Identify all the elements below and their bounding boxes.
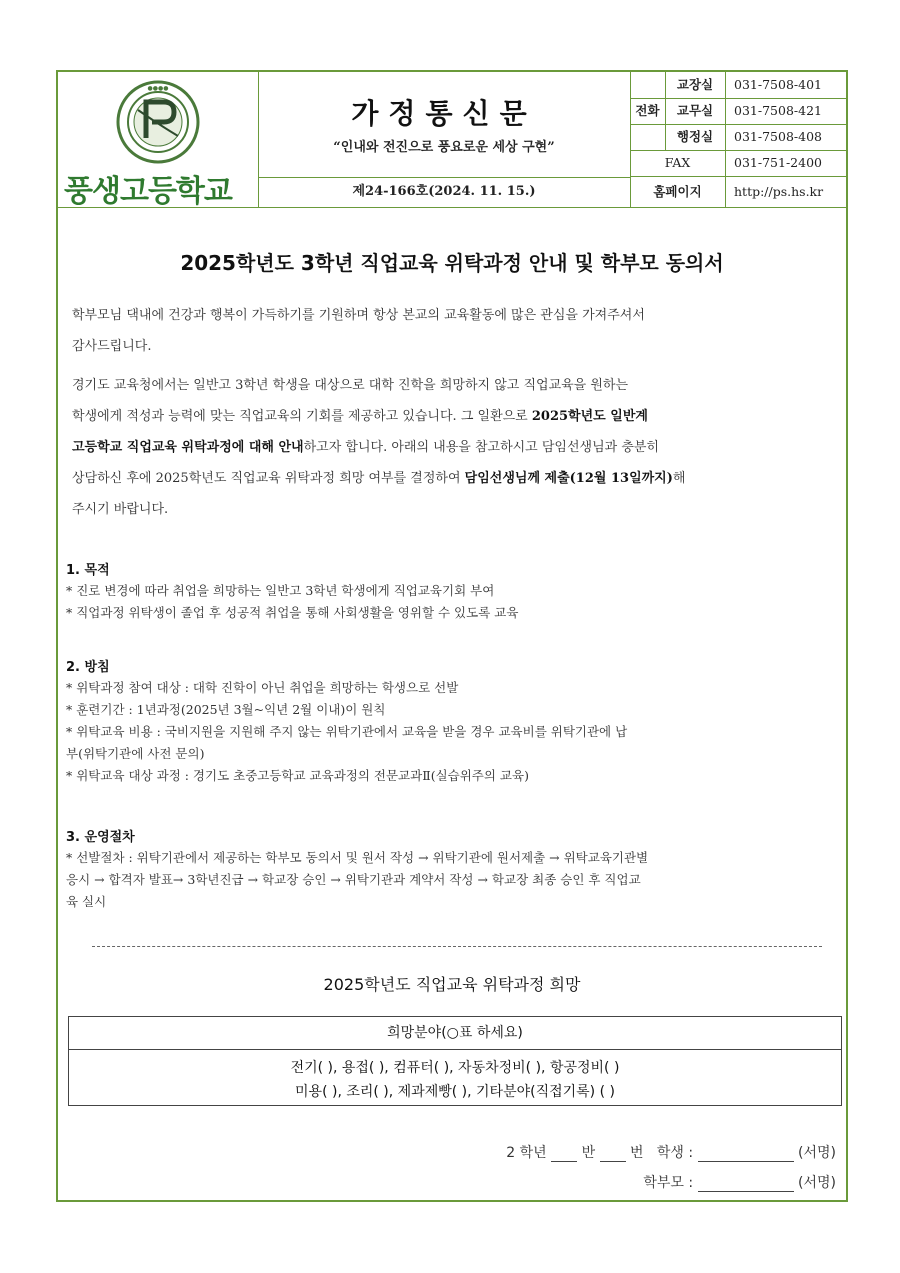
text-line: 학생에게 적성과 능력에 맞는 직업교육의 기회를 제공하고 있습니다. 그 일환으로 (72, 409, 532, 424)
list-item: * 위탁교육 비용 : 국비지원을 지원해 주지 않는 위탁기관에서 교육을 받을 경우 교육비를 위탁기관에 납 (66, 724, 628, 739)
school-name: 풍생고등학교 (64, 174, 232, 209)
section-heading-policy: 2. 방침 (66, 660, 110, 675)
contact-value: 031-7508-401 (725, 72, 846, 98)
intro-paragraph-1 (72, 300, 842, 362)
form-header: 희망분야(○표 하세요) (69, 1017, 841, 1050)
page-title: 2025학년도 3학년 직업교육 위탁과정 안내 및 학부모 동의서 (180, 251, 724, 275)
student-signature-line (506, 1142, 836, 1162)
signature-mark: (서명) (798, 1145, 836, 1161)
fax-row (630, 150, 846, 177)
text-line: 하고자 합니다. 아래의 내용을 참고하시고 담임선생님과 충분히 (303, 440, 660, 455)
contact-value: 031-7508-408 (725, 124, 846, 150)
issue-number: 제24-166호(2024. 11. 15.) (258, 177, 631, 207)
list-item: * 선발절차 : 위탁기관에서 제공하는 학부모 동의서 및 원서 작성 → 위탁기관에 원서제출 → 위탁교육기관별 (66, 850, 649, 865)
homepage-link[interactable]: http://ps.hs.kr (725, 176, 846, 207)
contact-table (630, 72, 846, 207)
contact-label: 행정실 (676, 129, 714, 144)
list-item: * 위탁교육 대상 과정 : 경기도 초중고등학교 교육과정의 전문교과Ⅱ(실습위주의 교육) (66, 768, 529, 783)
list-item: 부(위탁기관에 사전 문의) (66, 746, 205, 761)
homepage-row (630, 176, 846, 207)
logo-cell (58, 72, 259, 207)
preference-form (68, 1016, 842, 1106)
class-label: 반 (581, 1145, 596, 1161)
intro-paragraph-2 (72, 370, 842, 525)
form-options-line-1[interactable]: 전기( ), 용접( ), 컴퓨터( ), 자동차정비( ), 항공정비( ) (290, 1060, 620, 1076)
list-item: 육 실시 (66, 894, 107, 909)
title-cell (258, 72, 631, 178)
emphasis-text: 2025학년도 일반계 (531, 409, 648, 424)
svg-text:●●●●: ●●●● (147, 85, 169, 92)
list-item: * 훈련기간 : 1년과정(2025년 3월~익년 2월 이내)이 원칙 (66, 702, 386, 717)
contact-label: 교무실 (676, 103, 714, 118)
doc-type-title: 가정통신문 (351, 97, 537, 130)
contact-row (630, 124, 846, 151)
text-line: 상담하신 후에 2025학년도 직업교육 위탁과정 희망 여부를 결정하여 (72, 471, 465, 486)
parent-signature-line (643, 1172, 836, 1192)
text-line: 학부모님 댁내에 건강과 행복이 가득하기를 기원하며 항상 본교의 교육활동에 많은 관심을 가져주셔서 (72, 308, 645, 323)
letter-header (58, 72, 846, 208)
document-frame (56, 70, 848, 1202)
section-items-procedure (66, 847, 846, 913)
grade-label: 2 학년 (506, 1145, 547, 1161)
number-label: 번 (630, 1145, 644, 1161)
section-heading-purpose: 1. 목적 (66, 563, 110, 578)
contact-row (630, 72, 846, 99)
contact-row (630, 98, 846, 125)
class-blank[interactable] (551, 1145, 577, 1162)
list-item: * 직업과정 위탁생이 졸업 후 성공적 취업을 통해 사회생활을 영위할 수 있도록 교육 (66, 605, 519, 620)
text-line: 주시기 바랍니다. (72, 502, 169, 517)
contact-label: 교장실 (676, 77, 714, 92)
homepage-label: 홈페이지 (653, 184, 702, 199)
section-items-policy (66, 677, 846, 787)
student-label: 학생 : (656, 1145, 694, 1161)
deadline-emphasis: 담임선생님께 제출(12월 13일까지) (464, 471, 673, 486)
contact-value: 031-7508-421 (725, 98, 846, 124)
form-title: 2025학년도 직업교육 위탁과정 희망 (323, 975, 581, 994)
school-motto: “인내와 전진으로 풍요로운 세상 구현” (333, 140, 555, 155)
cut-line-divider (92, 946, 822, 947)
parent-label: 학부모 : (643, 1175, 694, 1191)
school-emblem-icon (116, 80, 200, 164)
phone-label: 전화 (630, 72, 666, 150)
parent-name-blank[interactable] (698, 1175, 794, 1192)
text-line: 해 (672, 471, 686, 486)
list-item: * 위탁과정 참여 대상 : 대학 진학이 아닌 취업을 희망하는 학생으로 선발 (66, 680, 459, 695)
fax-label: FAX (664, 155, 691, 170)
text-line: 감사드립니다. (72, 339, 152, 354)
list-item: * 진로 변경에 따라 취업을 희망하는 일반고 3학년 학생에게 직업교육기회 부여 (66, 583, 495, 598)
list-item: 응시 → 합격자 발표→ 3학년진급 → 학교장 승인 → 위탁기관과 계약서 작성 → 학교장 최종 승인 후 직업교 (66, 872, 641, 887)
section-items-purpose (66, 580, 846, 624)
fax-value: 031-751-2400 (725, 150, 846, 176)
text-line: 경기도 교육청에서는 일반고 3학년 학생을 대상으로 대학 진학을 희망하지 않고 직업교육을 원하는 (72, 378, 629, 393)
emphasis-text: 고등학교 직업교육 위탁과정에 대해 안내 (72, 440, 304, 455)
form-options-line-2[interactable]: 미용( ), 조리( ), 제과제빵( ), 기타분야(직접기록) ( ) (295, 1084, 615, 1100)
student-name-blank[interactable] (698, 1145, 794, 1162)
section-heading-procedure: 3. 운영절차 (66, 830, 135, 845)
signature-mark: (서명) (798, 1175, 836, 1191)
number-blank[interactable] (600, 1145, 626, 1162)
